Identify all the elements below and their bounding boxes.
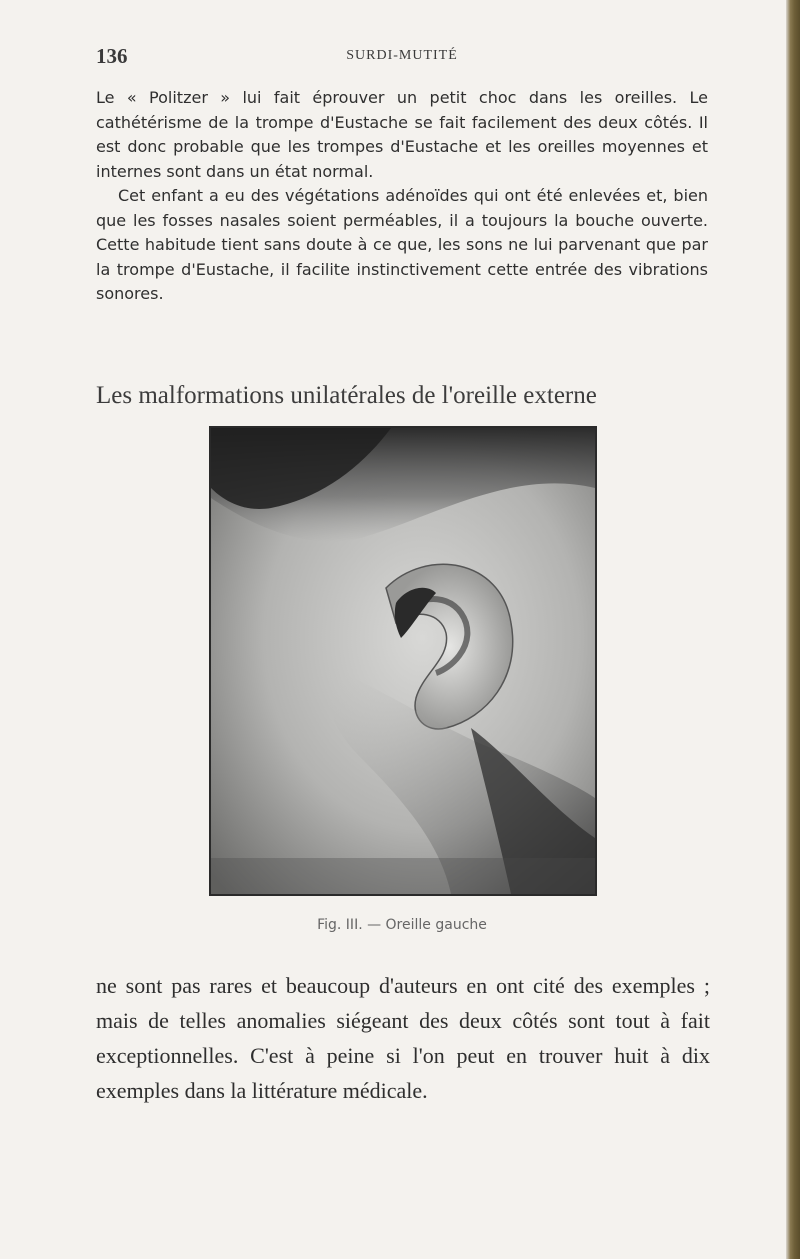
running-title: SURDI-MUTITÉ: [346, 48, 458, 63]
lower-text-block: ne sont pas rares et beaucoup d'auteurs en ont cité des exemples ; mais de telles anomalies siégeant des deux côtés sont tout à fait exceptionnelles. C'est à peine si l'on peut en trouver huit à dix exemples dans la littérature médicale.: [96, 973, 710, 1103]
page-number: 136: [96, 44, 128, 68]
running-head: [96, 44, 708, 68]
figure-caption: Fig. III. — Oreille gauche: [317, 917, 487, 933]
ear-photograph: [209, 426, 597, 896]
paragraph-2: Cet enfant a eu des végétations adénoïdes qui ont été enlevées et, bien que les fosses nasales soient perméables, il a toujours la bouche ouverte. Cette habitude tient sans doute à ce que, les sons ne lui parvenant que par la trompe d'Eustache, il facilite instinctivement cette entrée des vibrations sonores.: [96, 186, 708, 303]
page-edge: [786, 0, 800, 1259]
ear-photo-image: [211, 428, 595, 894]
section-heading: Les malformations unilatérales de l'oreille externe: [96, 382, 597, 409]
paragraph-1: Le « Politzer » lui fait éprouver un petit choc dans les oreilles. Le cathétérisme de la trompe d'Eustache se fait facilement des deux côtés. Il est donc probable que les trompes d'Eustache et les oreilles moyennes et internes sont dans un état normal.: [96, 88, 708, 181]
upper-text-block: [96, 86, 708, 307]
